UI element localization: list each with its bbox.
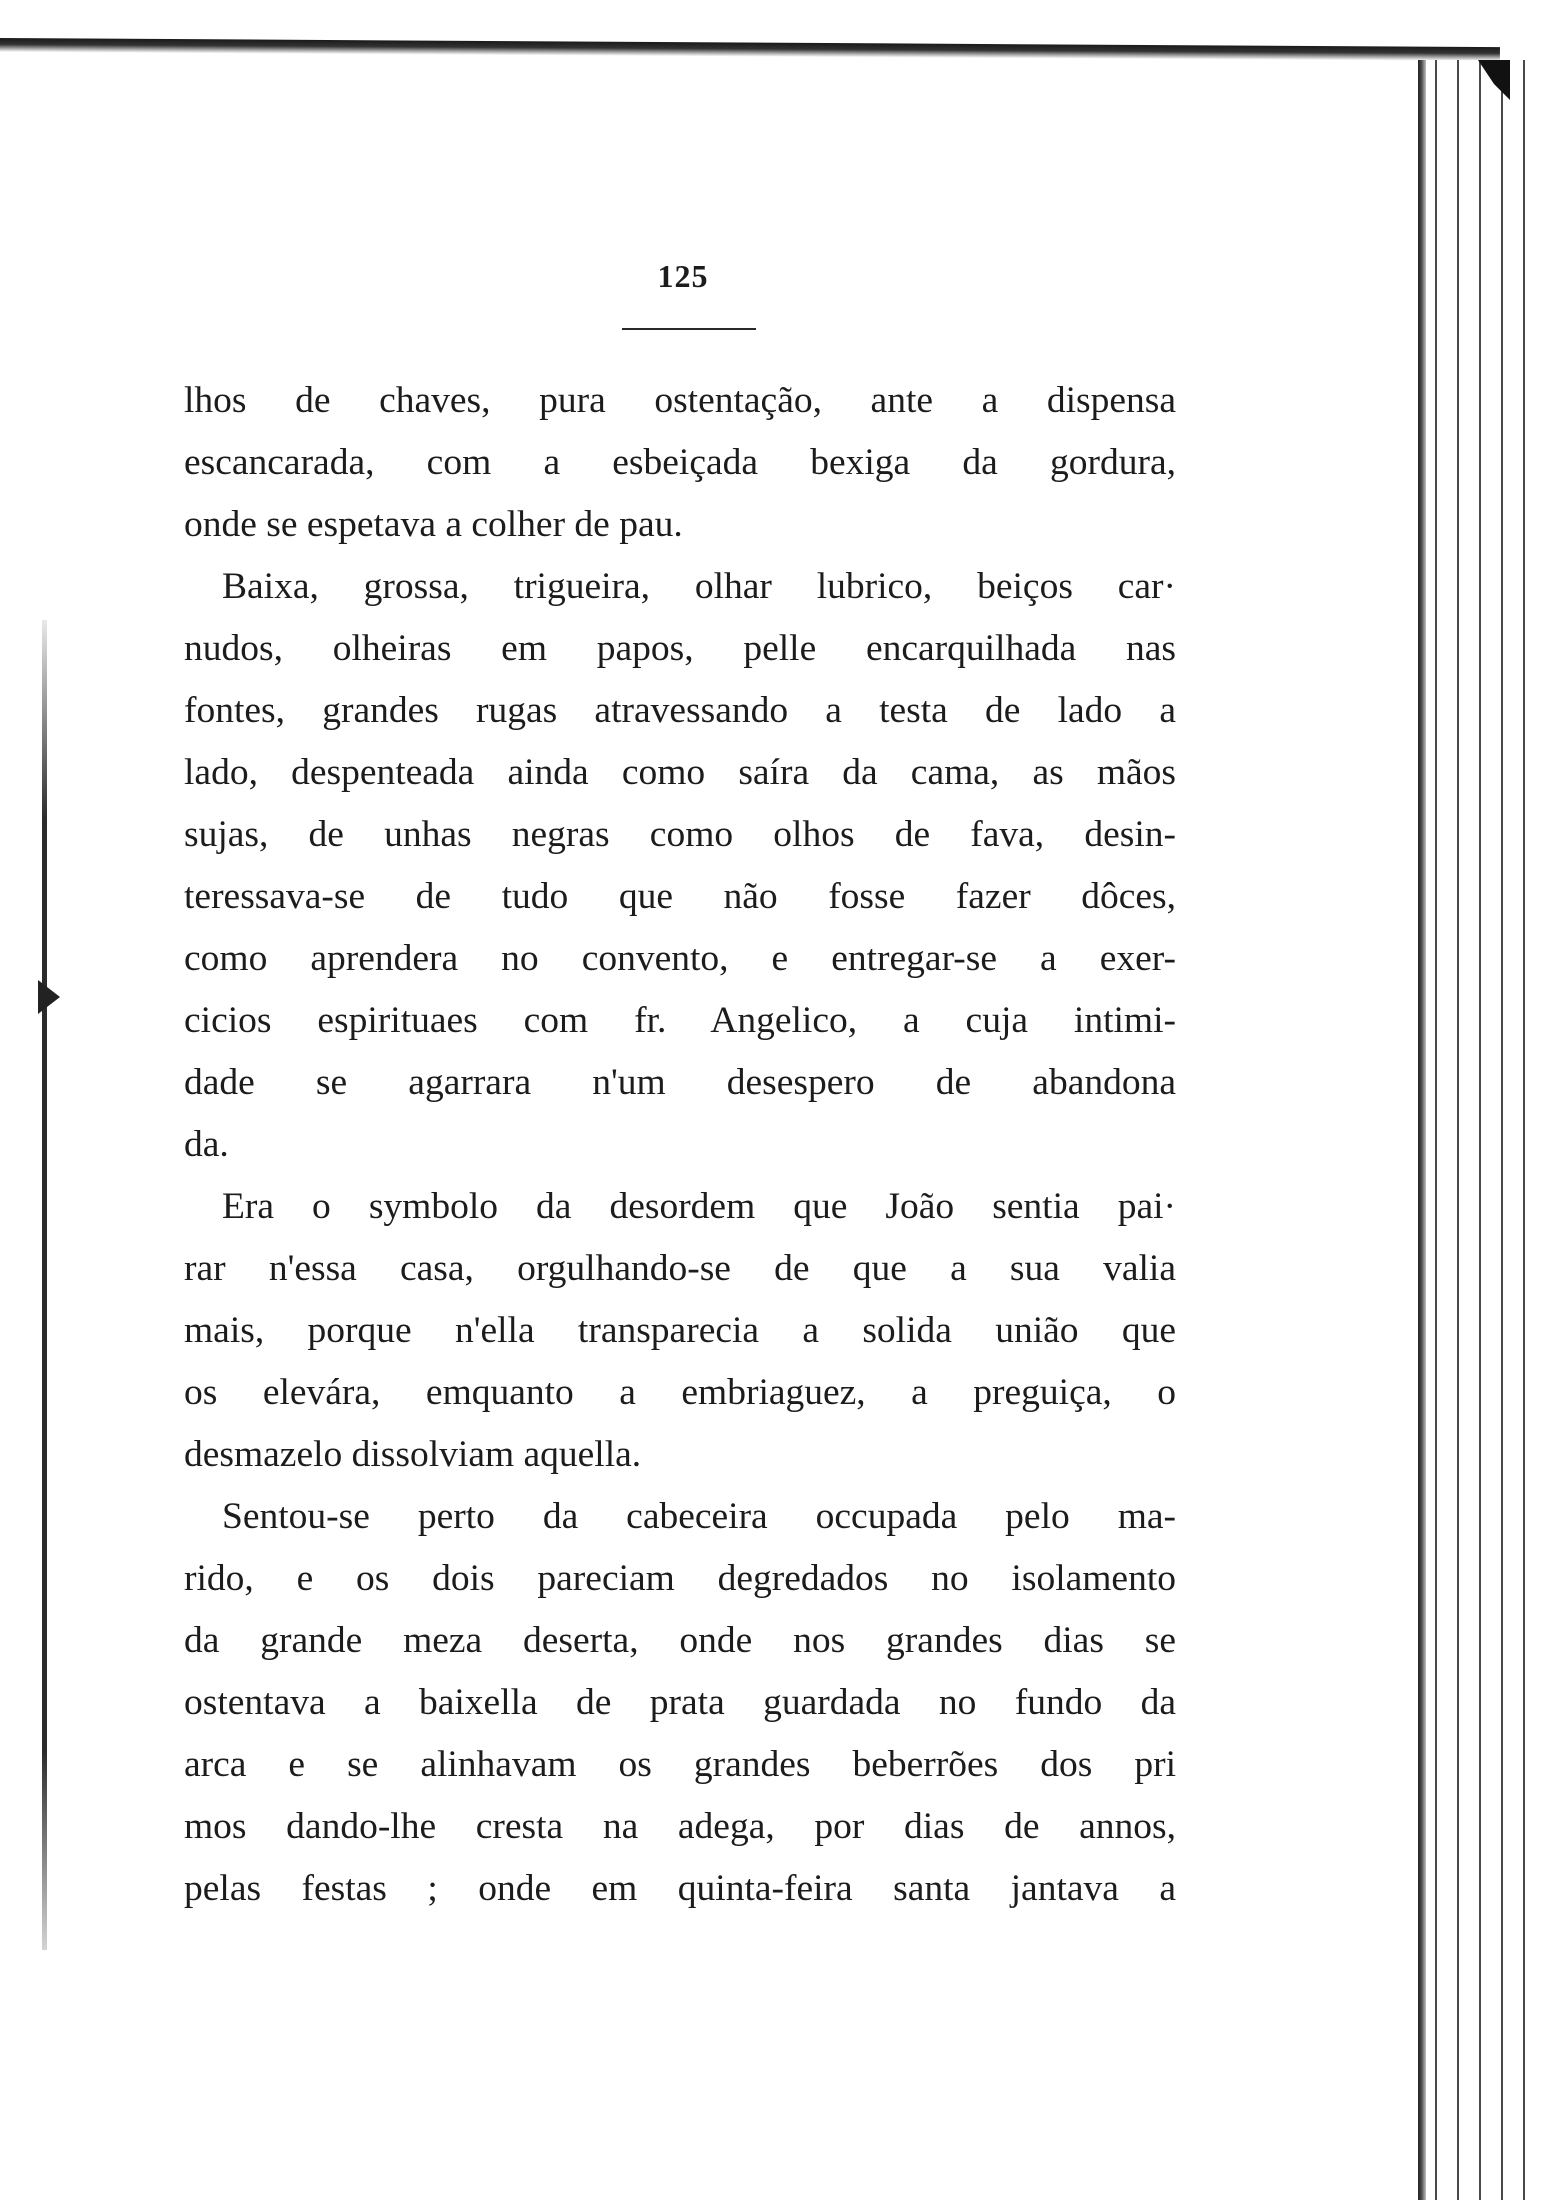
text-line: lhos de chaves, pura ostentação, ante a dispensa [184, 380, 1176, 421]
page-number-rule [622, 328, 756, 330]
text-line: sujas, de unhas negras como olhos de fava, desin- [184, 814, 1176, 855]
scan-top-edge [0, 38, 1500, 61]
text-line: cicios espirituaes com fr. Angelico, a cuja intimi- [184, 1000, 1176, 1041]
text-line: nudos, olheiras em papos, pelle encarquilhada nas [184, 628, 1176, 669]
text-line: da. [184, 1124, 229, 1165]
text-line: rar n'essa casa, orgulhando-se de que a sua valia [184, 1248, 1176, 1289]
text-line: da grande meza deserta, onde nos grandes dias se [184, 1620, 1176, 1661]
text-line: onde se espetava a colher de pau. [184, 504, 683, 545]
text-line: desmazelo dissolviam aquella. [184, 1434, 642, 1475]
scan-binding-strip [1426, 60, 1536, 2200]
text-line: escancarada, com a esbeiçada bexiga da gordura, [184, 442, 1176, 483]
scan-right-edge [1418, 60, 1426, 2200]
text-line: dade se agarrara n'um desespero de abandona [184, 1062, 1176, 1103]
text-line: Baixa, grossa, trigueira, olhar lubrico, beiços car· [222, 566, 1176, 607]
text-line: rido, e os dois pareciam degredados no isolamento [184, 1558, 1176, 1599]
text-line: fontes, grandes rugas atravessando a testa de lado a [184, 690, 1176, 731]
scan-left-edge [42, 620, 47, 1950]
text-line: os elevára, emquanto a embriaguez, a preguiça, o [184, 1372, 1176, 1413]
text-line: Era o symbolo da desordem que João sentia pai· [222, 1186, 1176, 1227]
text-line: ostentava a baixella de prata guardada no fundo da [184, 1682, 1176, 1723]
text-line: pelas festas ; onde em quinta-feira santa jantava a [184, 1868, 1176, 1909]
page-number: 125 [657, 258, 709, 294]
text-line: mais, porque n'ella transparecia a solida união que [184, 1310, 1176, 1351]
text-line: lado, despenteada ainda como saíra da cama, as mãos [184, 752, 1176, 793]
scan-left-notch [38, 980, 60, 1014]
body-text [184, 370, 1176, 1920]
text-line: como aprendera no convento, e entregar-se a exer- [184, 938, 1176, 979]
text-line: mos dando-lhe cresta na adega, por dias de annos, [184, 1806, 1176, 1847]
text-line: teressava-se de tudo que não fosse fazer dôces, [184, 876, 1176, 917]
text-line: Sentou-se perto da cabeceira occupada pelo ma- [222, 1496, 1176, 1537]
text-line: arca e se alinhavam os grandes beberrões dos pri [184, 1744, 1176, 1785]
